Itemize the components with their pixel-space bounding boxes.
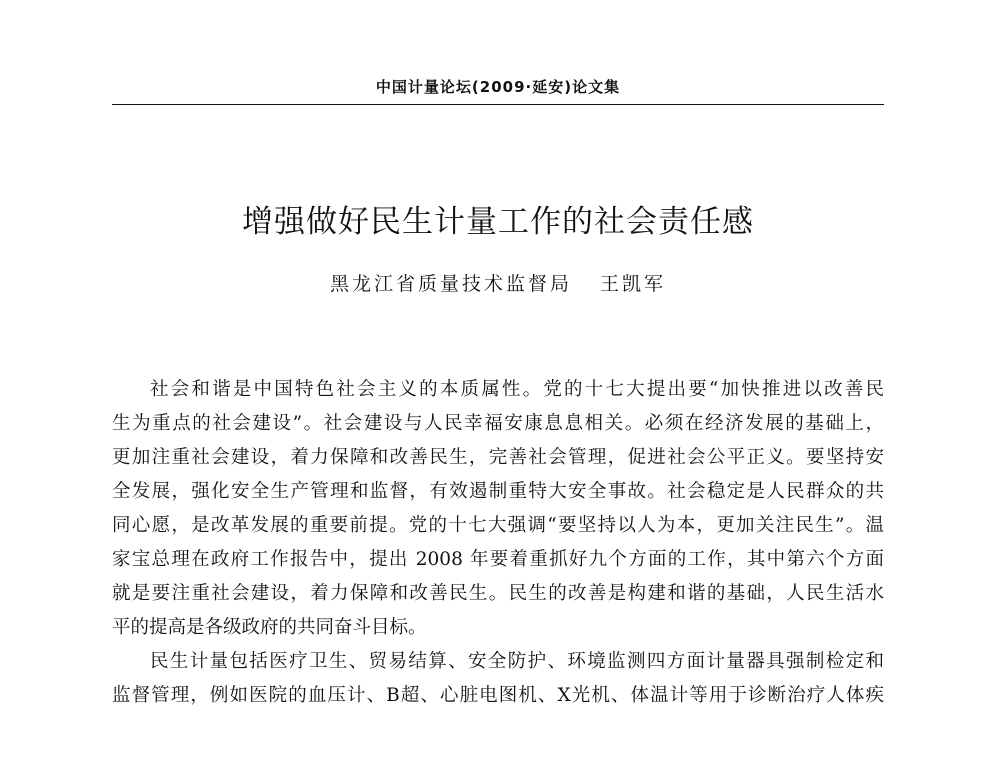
body-line: 更加注重社会建设，着力保障和改善民生，完善社会管理，促进社会公平正义。要坚持安 bbox=[112, 447, 884, 468]
header-rule bbox=[112, 104, 884, 105]
article-body bbox=[112, 373, 884, 713]
body-line: 社会和谐是中国特色社会主义的本质属性。党的十七大提出要“加快推进以改善民 bbox=[150, 379, 884, 400]
body-line: 生为重点的社会建设”。社会建设与人民幸福安康息息相关。必须在经济发展的基础上， bbox=[112, 413, 884, 434]
author-affiliation: 黑龙江省质量技术监督局 bbox=[329, 273, 572, 295]
body-line: 全发展，强化安全生产管理和监督，有效遏制重特大安全事故。社会稳定是人民群众的共 bbox=[112, 481, 884, 502]
article-title: 增强做好民生计量工作的社会责任感 bbox=[242, 204, 754, 240]
body-line: 平的提高是各级政府的共同奋斗目标。 bbox=[112, 617, 427, 638]
body-line: 民生计量包括医疗卫生、贸易结算、安全防护、环境监测四方面计量器具强制检定和 bbox=[150, 651, 884, 672]
author-name: 王凯军 bbox=[600, 273, 667, 295]
running-header: 中国计量论坛(2009·延安)论文集 bbox=[375, 78, 621, 96]
body-line: 监督管理，例如医院的血压计、B超、心脏电图机、X光机、体温计等用于诊断治疗人体疾 bbox=[112, 685, 884, 706]
body-line: 就是要注重社会建设，着力保障和改善民生。民生的改善是构建和谐的基础，人民生活水 bbox=[112, 583, 884, 604]
byline bbox=[112, 270, 884, 298]
body-line: 家宝总理在政府工作报告中，提出 2008 年要着重抓好九个方面的工作，其中第六个方面 bbox=[112, 549, 884, 570]
body-line: 同心愿，是改革发展的重要前提。党的十七大强调“要坚持以人为本，更加关注民生”。温 bbox=[112, 515, 884, 536]
